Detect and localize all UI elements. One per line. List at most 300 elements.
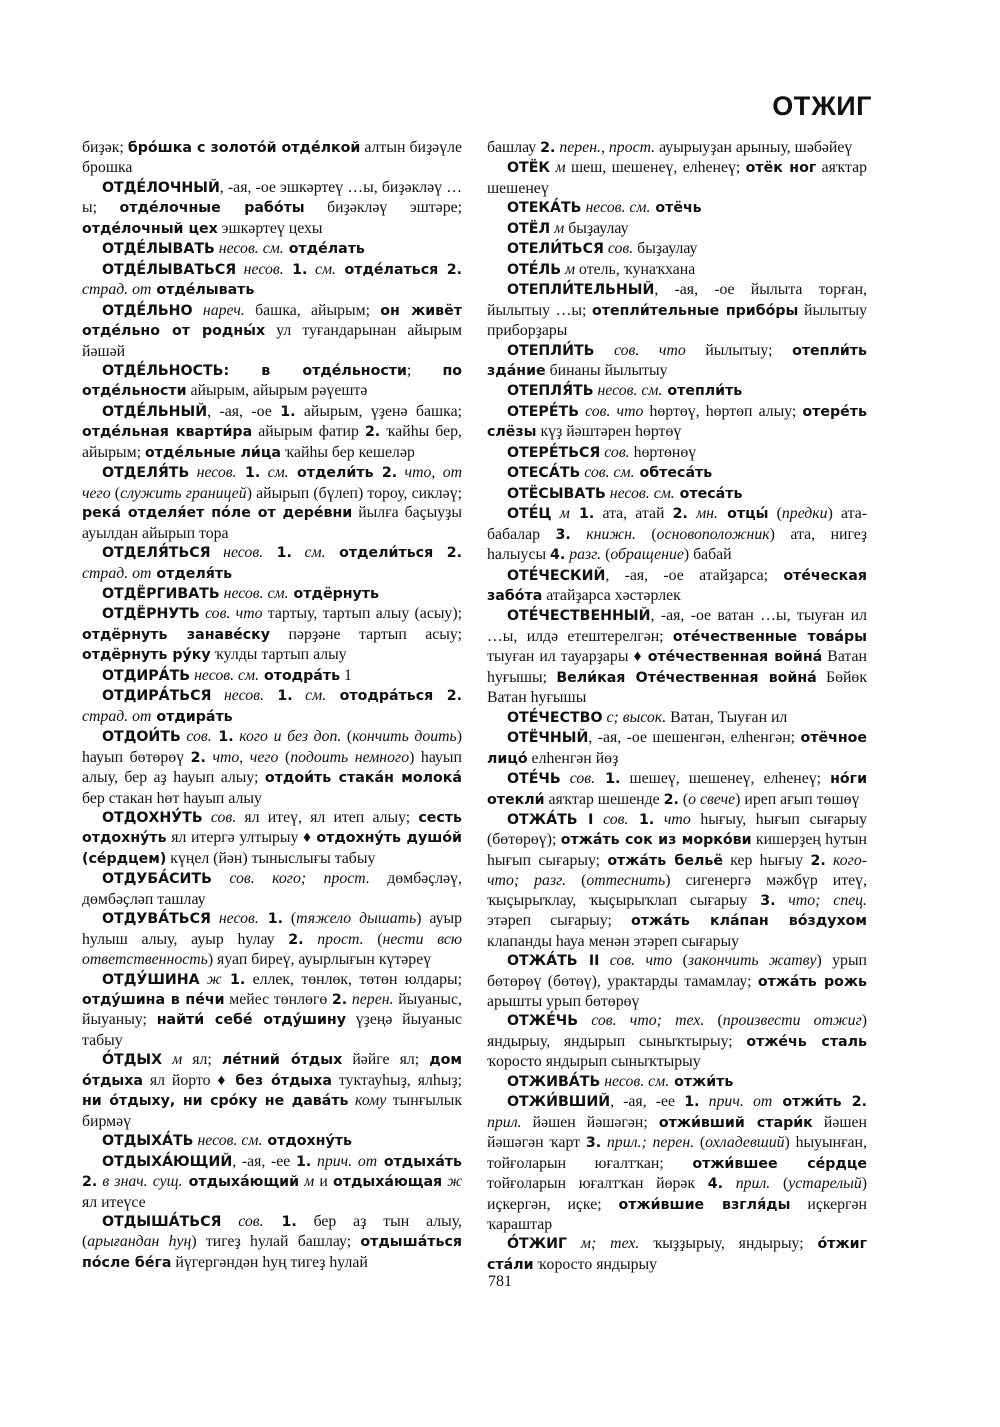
guide-word-header: ОТЖИГ: [772, 91, 872, 121]
dictionary-entry: [487, 504, 867, 565]
bold-term: ОТДЫША́ТЬСЯ: [102, 1214, 222, 1231]
bold-term: ОТЕ́ЧЕСТВО: [507, 709, 603, 726]
entry-text: тынғылык бирмәү: [82, 1092, 462, 1130]
dictionary-entry: [82, 239, 462, 259]
dictionary-entry: [82, 584, 462, 604]
bold-term: ОТЁЛ: [507, 220, 551, 237]
entry-text: , -ая, -ое эшкәртеү …ы, биҙәкләү …ы;: [82, 178, 462, 217]
entry-text: (: [110, 484, 121, 502]
bold-term: 1.: [221, 971, 246, 988]
italic-label: страд. от: [82, 281, 152, 299]
bold-term: ОТЁК: [507, 160, 551, 177]
bold-term: отжа́ть сок из морко́ви: [560, 832, 752, 849]
bold-term: отдыха́ть 2.: [82, 1153, 462, 1191]
bold-term: ОТДЕЛЯ́ТЬСЯ: [102, 545, 211, 562]
bold-term: ОТЖА́ТЬ I: [507, 811, 594, 828]
bold-term: ОТДИРА́ТЬ: [102, 667, 191, 684]
italic-label: что, чего: [205, 748, 279, 766]
entry-text: дөмбәҫләү, дөмбәҫләп ташлау: [82, 870, 463, 908]
italic-label: устарелый: [788, 1175, 862, 1193]
bold-term: 2.: [810, 852, 826, 869]
bold-term: 2.: [288, 931, 304, 948]
italic-label: несов.: [211, 687, 264, 705]
bold-term: отдохну́ть душо́й (се́рдцем): [82, 830, 462, 867]
bold-term: 1.: [263, 545, 292, 562]
bold-term: отжа́ть рожь: [757, 973, 867, 990]
italic-label: страд. от: [82, 564, 152, 582]
italic-label: служить границей: [120, 484, 247, 502]
entry-text: йылытыу приборҙары: [487, 301, 867, 340]
bold-term: ОТДУБА́СИТЬ: [102, 871, 212, 888]
left-column: [82, 138, 462, 1273]
italic-label: сов.: [202, 808, 237, 826]
bold-term: отжи́ть: [669, 1073, 734, 1090]
dictionary-entry: [82, 727, 462, 808]
entry-text: , -ая, -ое шешенгән, елһенгән;: [588, 729, 801, 747]
bold-term: 1.: [263, 688, 293, 705]
dictionary-entry: [487, 260, 867, 280]
italic-label: м: [550, 219, 565, 237]
entry-text: арышты урып бөтөрөү: [487, 993, 640, 1011]
entry-text: ҡоросто яндырып сыныҡтырыу: [487, 1053, 701, 1071]
dictionary-entry: [82, 869, 462, 909]
dictionary-entry: [487, 1234, 867, 1275]
bold-term: отде́латься 2.: [336, 261, 463, 278]
entry-text: йылға баҫыуҙы ауылдан айырып тора: [82, 504, 463, 542]
italic-label: ж: [442, 1173, 462, 1191]
bold-term: ОТЖИ́ВШИЙ: [507, 1094, 611, 1111]
entry-text: ) иҫкергән, иҫке;: [487, 1175, 867, 1213]
dictionary-entry: [82, 604, 462, 665]
bold-term: отде́лывать: [151, 282, 255, 299]
bold-term: ОТЕПЛИ́ТЕЛЬНЫЙ: [507, 282, 655, 299]
italic-label: несов. см.: [190, 666, 260, 684]
entry-text: тыуған ил тауарҙары ♦: [487, 648, 648, 666]
dictionary-entry: [487, 381, 867, 401]
entry-text: ) ата, нигеҙ һалыусы: [487, 525, 868, 564]
italic-label: книжн.: [570, 525, 636, 543]
entry-text: башлау: [487, 139, 541, 156]
italic-label: страд. от: [82, 707, 152, 725]
bold-term: ОТДЕЛЯ́ТЬ: [102, 465, 190, 482]
dictionary-entry: [82, 1152, 462, 1212]
bold-term: ОТЕ́ЧЬ: [507, 771, 561, 788]
dictionary-entry: [487, 708, 867, 728]
bold-term: отже́чь сталь: [746, 1033, 867, 1050]
entry-text: башка, айырым;: [244, 301, 381, 319]
italic-label: см.: [292, 687, 327, 705]
italic-label: охладевший: [705, 1134, 785, 1152]
entry-text: ул туғандарынан айырым йәшәй: [82, 322, 462, 360]
italic-label: несов. см.: [214, 240, 284, 258]
bold-term: ОТЕРЕ́ТЬ: [507, 403, 580, 420]
bold-term: ОТЖЕ́ЧЬ: [507, 1013, 579, 1030]
italic-label: что; спец.: [775, 891, 867, 909]
bold-term: отдира́ть: [151, 708, 233, 725]
entry-text: ) һауып алыу, бер аҙ һауып алыу;: [82, 748, 462, 787]
entry-text: ҡайһы бер, айырым;: [82, 423, 462, 461]
entry-text: эшкәртеү цехы: [217, 219, 323, 237]
bold-term: 1.: [263, 1214, 297, 1231]
italic-label: нести всю ответственность: [82, 930, 462, 969]
dictionary-entry: [82, 808, 462, 869]
italic-label: о свече: [688, 790, 736, 808]
italic-label: см.: [307, 260, 336, 278]
right-column: [487, 138, 867, 1275]
bold-term: 4.: [707, 1176, 724, 1193]
bold-term: отепли́ть: [662, 383, 743, 400]
bold-term: отеса́ть: [674, 485, 743, 502]
italic-label: прил.; перен.: [601, 1134, 695, 1152]
entry-text: тойғоларын юғалтҡан йөрәк: [487, 1175, 708, 1193]
italic-label: несов.: [236, 260, 284, 278]
entry-text: туктауһыҙ, ялһыҙ;: [331, 1071, 462, 1089]
entry-text: айырым фатир: [252, 423, 365, 441]
entry-text: (: [768, 505, 782, 523]
dictionary-entry: [82, 463, 462, 543]
entry-text: этәреп сығарыу;: [487, 912, 631, 930]
entry-text: (: [678, 790, 689, 808]
entry-text: айырым, айырым рәүештә: [186, 382, 368, 400]
entry-text: алтын биҙәүле брошка: [82, 139, 462, 177]
bold-term: 2.: [331, 992, 348, 1009]
italic-label: арығандан һуң: [87, 1233, 192, 1251]
bold-term: ОТДЕ́ЛЫВАТЬ: [102, 241, 215, 258]
bold-term: ОТЕКА́ТЬ: [507, 200, 582, 217]
entry-text: ) иреп ағып төшөү: [735, 790, 860, 808]
bold-term: оте́чественные това́ры: [672, 628, 867, 645]
bold-term: обтеса́ть: [634, 465, 713, 482]
entry-text: ) бабай: [683, 546, 732, 564]
entry-text: (: [566, 872, 587, 890]
bold-term: отдёрнуть: [288, 585, 379, 602]
entry-text: иҫкергән ҡараштар: [487, 1195, 867, 1234]
italic-label: м: [561, 260, 576, 278]
bold-term: отодра́ть: [259, 667, 341, 684]
entry-text: һөртөнөү: [629, 443, 697, 461]
dictionary-entry: [82, 1131, 462, 1151]
bold-term: отдыха́ющая: [333, 1174, 443, 1191]
bold-term: 1.: [684, 1094, 700, 1111]
dictionary-entry: [487, 769, 867, 810]
bold-term: отжи́ть 2.: [772, 1094, 867, 1111]
italic-label: оттеснить: [586, 872, 666, 890]
entry-text: атайҙарса хәстәрлек: [542, 586, 681, 604]
bold-term: ОТЕ́ЧЕСТВЕННЫЙ: [507, 608, 651, 625]
bold-term: отжа́ть кла́пан во́здухом: [630, 913, 867, 930]
italic-label: сов. что: [199, 605, 263, 623]
entry-text: клапанды һауа менән этәреп сығарыу: [487, 932, 740, 950]
dictionary-entry: [82, 138, 462, 178]
bold-term: ле́тний о́тдых: [221, 1052, 343, 1069]
italic-label: сов.: [603, 240, 634, 258]
bold-term: отцы́: [717, 506, 769, 523]
dictionary-entry: [487, 606, 867, 707]
entry-text: Ватан һуғышы;: [487, 648, 867, 686]
entry-text: бер аҙ тын алыу, (: [82, 1213, 463, 1251]
entry-text: (: [672, 952, 688, 970]
dictionary-entry: [82, 301, 462, 361]
italic-label: обращение: [610, 546, 684, 564]
entry-text: айырым, үҙенә башка;: [295, 402, 462, 420]
italic-label: основоположник: [656, 525, 770, 543]
entry-text: ) яндырыу, яндырып сыныҡтырыу;: [487, 1012, 867, 1050]
bold-term: отделя́ть: [151, 565, 233, 582]
italic-label: тяжело дышать: [296, 910, 417, 928]
dictionary-entry: [82, 402, 462, 463]
entry-text: аяҡтар шешенде: [544, 790, 664, 808]
entry-text: (: [635, 525, 657, 543]
entry-text: ҡайһы бер кешеләр: [280, 443, 415, 461]
dictionary-entry: [82, 909, 462, 969]
bold-term: 1.: [296, 1153, 312, 1170]
italic-label: несов. см.: [600, 1072, 670, 1090]
entry-text: мейес төнлөгө: [224, 991, 332, 1009]
dictionary-entry: [487, 810, 867, 951]
bold-term: отдохну́ть: [262, 1133, 352, 1150]
bold-term: ОТДЫХА́ЮЩИЙ: [102, 1153, 233, 1170]
italic-label: сов. см.: [580, 464, 635, 482]
bold-term: отдыха́ющий: [182, 1174, 300, 1191]
bold-term: ОТДЕ́ЛЬНО: [102, 302, 193, 319]
bold-term: ОТЕПЛИ́ТЬ: [507, 342, 595, 359]
entry-text: быҙаулау: [564, 219, 629, 237]
dictionary-entry: [487, 219, 867, 239]
bold-term: ОТДУВА́ТЬСЯ: [102, 911, 211, 928]
italic-label: разг.: [565, 546, 602, 564]
bold-term: ОТДИРА́ТЬСЯ: [102, 688, 212, 705]
bold-term: ОТДЕ́ЛЫВАТЬСЯ: [102, 261, 237, 278]
entry-text: Бөйөк Ватан һуғышы: [487, 668, 868, 707]
italic-label: прич. от: [311, 1152, 378, 1170]
bold-term: 1.: [569, 506, 595, 523]
bold-term: О́ТЖИГ: [507, 1236, 568, 1253]
bold-term: ОТЖИВА́ТЬ: [507, 1073, 601, 1090]
bold-term: ОТЁЧНЫЙ: [507, 730, 589, 747]
bold-term: 2.: [364, 424, 381, 441]
bold-term: отжи́вшие взгля́ды: [618, 1196, 791, 1213]
bold-term: 3.: [555, 526, 571, 543]
dictionary-entry: [487, 1092, 867, 1234]
dictionary-entry: [487, 484, 867, 504]
entry-text: (: [363, 930, 383, 948]
italic-label: что, от чего: [82, 464, 462, 502]
entry-text: шеш, шешенеү, елһенеү;: [565, 159, 746, 177]
italic-label: сов. кого; прост.: [211, 870, 370, 888]
entry-text: тартыу, тартып алыу (асыу);: [262, 605, 462, 623]
entry-text: ) ауыр һулыш алыу, ауыр һулау: [82, 910, 462, 948]
bold-term: отжа́ть бельё: [607, 852, 723, 869]
bold-term: он живёт отде́льно от родны́х: [82, 302, 463, 340]
dictionary-entry: [487, 239, 867, 259]
bold-term: дом о́тдыха: [82, 1052, 463, 1089]
entry-text: ял итергә ултырыу ♦: [166, 829, 317, 847]
bold-term: 1.: [280, 403, 296, 420]
entry-text: ял итеү, ял итеп алыу;: [236, 808, 419, 826]
italic-label: сов. что: [594, 341, 686, 359]
italic-label: м: [162, 1051, 183, 1069]
dictionary-entry: [82, 1212, 462, 1273]
dictionary-entry: [82, 686, 462, 727]
italic-label: закончить жатву: [687, 952, 817, 970]
italic-label: несов. см.: [581, 199, 651, 217]
entry-text: , -ая, -ое атайҙарса;: [605, 566, 784, 584]
bold-term: ОТДЫХА́ТЬ: [102, 1133, 194, 1150]
entry-text: , -ая, -ое ватан …ы, тыуған ил …ы, илдә етештерелгән;: [487, 607, 867, 645]
italic-label: сов.: [593, 810, 629, 828]
entry-text: ) урып бөтөрөү (бөтөү), урактарды тамамлау;: [487, 952, 868, 990]
italic-label: кому: [348, 1092, 387, 1110]
italic-label: сов. что: [599, 952, 673, 970]
entry-text: 1: [340, 666, 352, 684]
entry-text: ял;: [182, 1051, 222, 1069]
bold-term: оте́чественная война́: [647, 649, 823, 666]
dictionary-entry: [82, 260, 462, 301]
bold-term: 1.: [595, 771, 621, 788]
bold-term: 2.: [190, 749, 206, 766]
italic-label: прил.: [723, 1175, 771, 1193]
entry-text: йәшен йәшәгән ҡарт: [487, 1113, 867, 1152]
bold-term: ОТДЕ́ЛЬНОСТЬ: в отде́льности: [102, 362, 407, 379]
italic-label: м: [550, 159, 566, 177]
italic-label: что: [654, 810, 691, 828]
bold-term: отдели́ться 2.: [325, 545, 462, 562]
dictionary-entry: [487, 198, 867, 218]
bold-term: оте́ческая забо́та: [487, 567, 867, 604]
dictionary-entry: [487, 443, 867, 463]
dictionary-entry: [487, 728, 867, 769]
entry-text: ) айырып (бүлеп) тороу, сикләү;: [246, 484, 462, 502]
entry-text: отель, ҡунаҡхана: [575, 260, 696, 278]
bold-term: но́ги отекли́: [487, 771, 868, 808]
bold-term: ОТЖА́ТЬ II: [507, 953, 600, 970]
dictionary-entry: [487, 463, 867, 483]
bold-term: о́тжиг ста́ли: [487, 1236, 867, 1273]
bold-term: ОТДОХНУ́ТЬ: [102, 809, 203, 826]
page-number: 781: [488, 1273, 512, 1290]
bold-term: ни о́тдыху, ни сро́ку не дава́ть: [82, 1093, 349, 1110]
bold-term: отёчное лицо́: [487, 730, 867, 767]
entry-text: быҙаулау: [633, 240, 698, 258]
bold-term: ОТЕ́ЧЕСКИЙ: [507, 567, 606, 584]
bold-term: Вели́кая Оте́чественная война́: [556, 669, 817, 686]
bold-term: 1.: [236, 465, 261, 482]
italic-label: сов.: [600, 443, 630, 461]
bold-term: отде́льные ли́ца: [144, 444, 281, 461]
bold-term: отжи́вший стари́к: [658, 1114, 813, 1131]
bold-term: 2.: [672, 506, 688, 523]
italic-label: сов. что; тех.: [578, 1012, 705, 1030]
entry-text: һөртөү, һөртөп алыу;: [643, 402, 803, 420]
dictionary-entry: [82, 1050, 462, 1131]
bold-term: отде́льная кварти́ра: [82, 424, 253, 441]
bold-term: отёчь: [650, 200, 702, 217]
entry-text: , -ая, -ее: [610, 1093, 685, 1111]
italic-label: в знач. сущ.: [97, 1173, 183, 1191]
italic-label: несов.: [210, 910, 259, 928]
entry-text: биҙәкләү эштәре;: [304, 199, 462, 217]
entry-text: пәрҙәне тартып асыу;: [270, 625, 462, 643]
italic-label: сов. что: [579, 402, 644, 420]
dictionary-entry: [487, 158, 867, 198]
entry-text: шешеү, шешенеү, елһенеү;: [620, 770, 831, 788]
entry-text: ) сигенергә мәжбүр итеү, ҡыҫырыҡлау, ҡыҫырыҡлап сығарыу: [487, 872, 867, 909]
italic-label: м: [299, 1173, 315, 1191]
dictionary-entry: [487, 280, 867, 340]
italic-label: кончить доить: [352, 728, 457, 746]
entry-text: ауырыуҙан арыныу, шәбәйеү: [655, 139, 853, 156]
entry-text: ял йорто ♦: [142, 1071, 236, 1089]
bold-term: найти́ себе́ отду́шину: [156, 1012, 346, 1029]
bold-term: ОТДЁРГИВАТЬ: [102, 585, 220, 602]
bold-term: отёк ног: [745, 160, 817, 177]
bold-term: сесть отдохну́ть: [82, 809, 462, 847]
entry-text: кер һығыу: [722, 851, 811, 869]
entry-text: ) яуап биреү, ауырлығын күтәреү: [207, 951, 432, 969]
entry-text: ҡулды тартып алыу: [210, 646, 347, 664]
entry-text: (: [282, 910, 297, 928]
entry-text: ) ата-бабалар: [487, 505, 867, 543]
italic-label: кого и без доп.: [233, 728, 342, 746]
bold-term: ОТДЁРНУТЬ: [102, 606, 200, 623]
bold-term: отдели́ть 2.: [288, 465, 398, 482]
entry-text: и: [314, 1173, 333, 1191]
entry-text: ) һауып бөтөрөү: [82, 728, 463, 766]
italic-label: прич. от: [699, 1093, 773, 1111]
bold-term: 2.: [540, 140, 556, 156]
entry-text: ) һыуынған, тойғоларын юғалтҡан;: [487, 1134, 867, 1172]
italic-label: перен.: [347, 991, 394, 1009]
entry-text: йәйге ял;: [342, 1051, 430, 1069]
entry-text: йүгергәндән һуң тигеҙ һулай: [171, 1253, 368, 1271]
italic-label: произвести отжиг: [722, 1012, 862, 1030]
bold-term: отде́лочные рабо́ты: [119, 200, 305, 217]
italic-label: см.: [291, 544, 326, 562]
bold-term: отепли́тельные прибо́ры: [592, 302, 799, 319]
entry-text: йылытыу;: [685, 341, 793, 359]
dictionary-entry: [82, 543, 462, 584]
entry-text: йәшен йәшәгән;: [521, 1113, 659, 1131]
dictionary-entry: [487, 1011, 867, 1071]
dictionary-entry: [487, 138, 867, 158]
entry-text: Ватан, Тыуған ил: [666, 708, 788, 726]
italic-label: сов.: [560, 770, 596, 788]
bold-term: ОТДЕ́ЛЬНЫЙ: [102, 403, 208, 420]
italic-label: кого-что; разг.: [487, 851, 867, 890]
bold-term: бро́шка с золото́й отде́лкой: [127, 140, 361, 156]
bold-term: ОТЕРЕ́ТЬСЯ: [507, 444, 601, 461]
bold-term: ОТЕПЛЯ́ТЬ: [507, 383, 594, 400]
italic-label: с; высок.: [602, 708, 667, 726]
italic-label: прост.: [303, 930, 364, 948]
entry-text: ҡыҙҙырыу, яндырыу;: [639, 1235, 818, 1253]
italic-label: сов.: [221, 1213, 264, 1231]
bold-term: отере́ть слёзы: [487, 403, 867, 441]
italic-label: перен., прост.: [555, 139, 656, 156]
bold-term: 3.: [760, 892, 776, 909]
italic-label: м: [551, 505, 570, 523]
entry-text: елһенгән йөҙ: [527, 749, 619, 767]
entry-text: йыуаныс, йыуаныу;: [82, 991, 462, 1029]
entry-text: , -ая, -ое йылыта торған, йылытыу …ы;: [487, 281, 867, 319]
entry-text: , -ая, -ее: [232, 1152, 296, 1170]
entry-text: ) тигеҙ һулай башлау;: [191, 1233, 361, 1251]
bold-term: О́ТДЫХ: [102, 1052, 163, 1069]
bold-term: 1.: [628, 811, 655, 828]
bold-term: 4.: [550, 547, 566, 564]
dictionary-entry: [487, 402, 867, 443]
italic-label: несов.: [189, 464, 237, 482]
